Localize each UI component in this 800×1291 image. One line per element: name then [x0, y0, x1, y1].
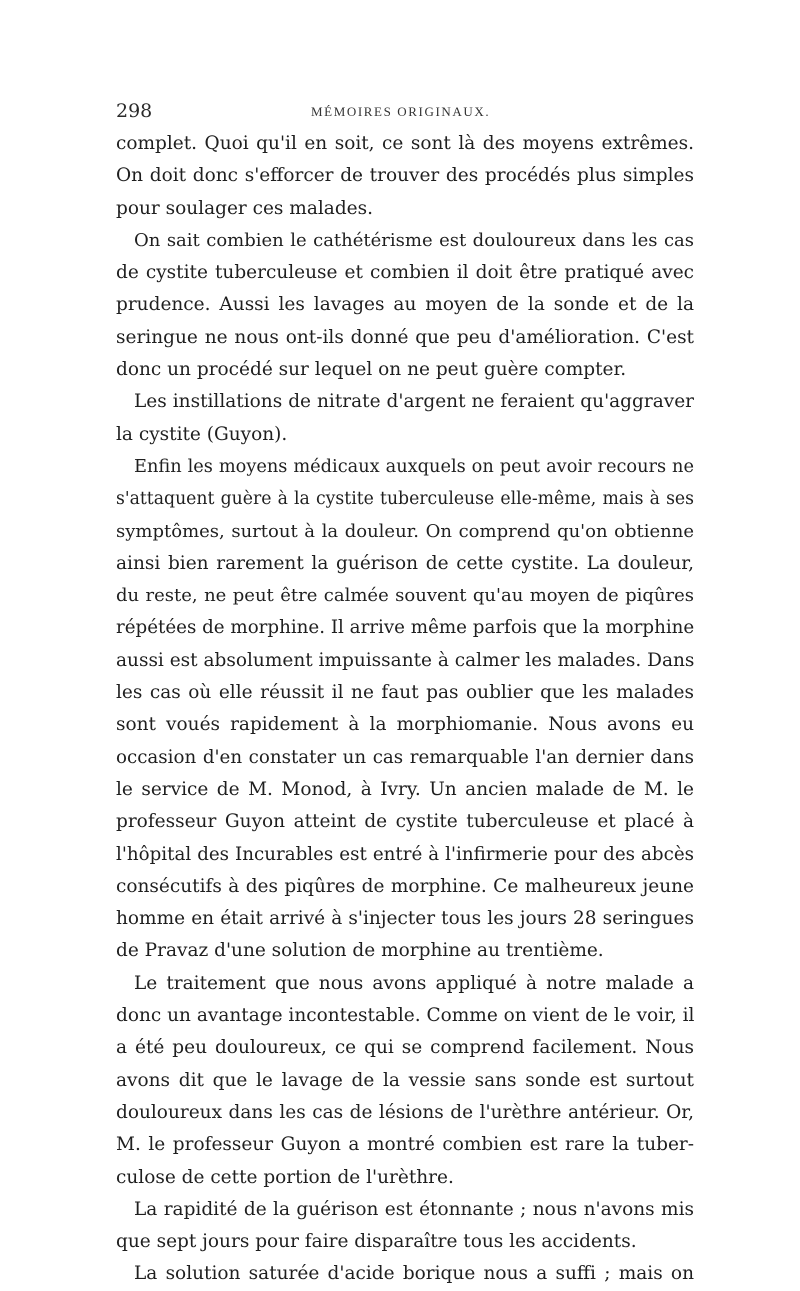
page-header	[116, 100, 692, 126]
text-line: donc un avantage incontestable. Comme on vient de le voir, il	[116, 1005, 695, 1027]
body-text	[116, 128, 694, 1291]
text-line: On doit donc s'efforcer de trouver des procédés plus simples	[116, 165, 694, 187]
text-line: l'hôpital des Incurables est entré à l'infirmerie pour des abcès	[116, 843, 694, 865]
text-line: de cystite tuberculeuse et combien il doit être pratiqué avec	[116, 262, 694, 284]
text-line: donc un procédé sur lequel on ne peut guère compter.	[116, 359, 627, 381]
text-line: les cas où elle réussit il ne faut pas oublier que les malades	[116, 682, 694, 704]
text-line: M. le professeur Guyon a montré combien est rare la tuber-	[116, 1134, 694, 1156]
text-line: de Pravaz d'une solution de morphine au trentième.	[116, 940, 604, 962]
text-line: du reste, ne peut être calmée souvent qu'au moyen de piqûres	[116, 585, 694, 607]
text-line: Les instillations de nitrate d'argent ne feraient qu'aggraver	[134, 391, 694, 413]
text-line: prudence. Aussi les lavages au moyen de la sonde et de la	[116, 294, 694, 316]
text-line: On sait combien le cathétérisme est douloureux dans les cas	[134, 229, 694, 251]
text-line: La solution saturée d'acide borique nous a suffi ; mais on	[134, 1263, 694, 1285]
text-line: aussi est absolument impuissante à calmer les malades. Dans	[116, 649, 695, 671]
text-line: la cystite (Guyon).	[116, 423, 288, 445]
text-line: le service de M. Monod, à Ivry. Un ancien malade de M. le	[116, 778, 694, 800]
text-line: seringue ne nous ont-ils donné que peu d'amélioration. C'est	[116, 326, 694, 348]
text-line: que sept jours pour faire disparaître tous les accidents.	[116, 1231, 637, 1253]
text-line: avons dit que le lavage de la vessie sans sonde est surtout	[116, 1069, 694, 1091]
text-line: répétées de morphine. Il arrive même parfois que la morphine	[116, 617, 695, 639]
text-line: culose de cette portion de l'urèthre.	[116, 1166, 454, 1188]
running-head: MÉMOIRES ORIGINAUX.	[311, 104, 491, 119]
text-line: a été peu douloureux, ce qui se comprend facilement. Nous	[116, 1037, 694, 1059]
text-line: Enfin les moyens médicaux auxquels on peut avoir recours ne	[134, 456, 694, 477]
text-line: ainsi bien rarement la guérison de cette cystite. La douleur,	[116, 552, 694, 574]
text-line: homme en était arrivé à s'injecter tous les jours 28 seringues	[116, 908, 694, 930]
text-line: Le traitement que nous avons appliqué à notre malade a	[134, 972, 694, 994]
text-line: occasion d'en constater un cas remarquable l'an dernier dans	[116, 746, 694, 768]
text-line: La rapidité de la guérison est étonnante ; nous n'avons mis	[134, 1198, 694, 1220]
text-line: douloureux dans les cas de lésions de l'urèthre antérieur. Or,	[116, 1101, 694, 1123]
text-line: professeur Guyon atteint de cystite tuberculeuse et placé à	[116, 811, 694, 833]
text-line: s'attaquent guère à la cystite tuberculeuse elle-même, mais à ses	[116, 489, 694, 510]
text-line: consécutifs à des piqûres de morphine. Ce malheureux jeune	[116, 875, 694, 897]
text-line: complet. Quoi qu'il en soit, ce sont là des moyens extrêmes.	[116, 133, 694, 154]
text-line: pour soulager ces malades.	[116, 197, 373, 219]
page-number: 298	[116, 100, 153, 122]
text-line: symptômes, surtout à la douleur. On comprend qu'on obtienne	[116, 520, 694, 542]
text-line: sont voués rapidement à la morphiomanie. Nous avons eu	[116, 714, 694, 736]
